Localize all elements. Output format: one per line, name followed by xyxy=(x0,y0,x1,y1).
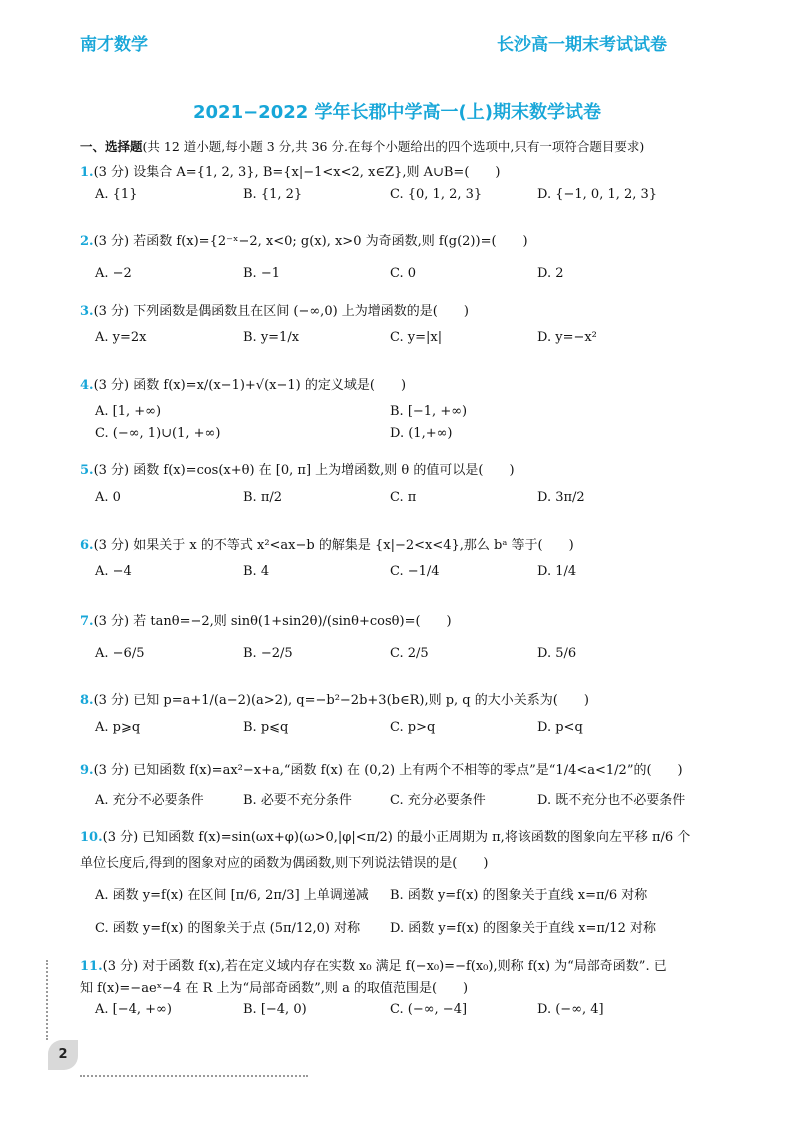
question-stem: (3 分) 若 tanθ=−2,则 sinθ(1+sin2θ)/(sinθ+cosθ)=( ) xyxy=(93,614,452,629)
option-d: D. 既不充分也不必要条件 xyxy=(537,793,686,808)
option-b: B. 必要不充分条件 xyxy=(243,793,352,808)
option-d: D. (1,+∞) xyxy=(390,426,453,441)
option-c: C. 充分必要条件 xyxy=(390,793,486,808)
option-c: C. 0 xyxy=(390,266,417,281)
question-number: 6. xyxy=(80,538,94,553)
option-a: A. −4 xyxy=(95,564,132,579)
question-stem: (3 分) 函数 f(x)=cos(x+θ) 在 [0, π] 上为增函数,则 θ 的值可以是( ) xyxy=(93,463,515,478)
question-number: 4. xyxy=(80,378,94,393)
option-c: C. 函数 y=f(x) 的图象关于点 (5π/12,0) 对称 xyxy=(95,921,361,936)
footer-dotted-line xyxy=(80,1075,308,1077)
option-b: B. [−4, 0) xyxy=(243,1002,307,1017)
question-stem: (3 分) 对于函数 f(x),若在定义域内存在实数 x₀ 满足 f(−x₀)=−f(x₀),则称 f(x) 为“局部奇函数”. 已 xyxy=(102,959,667,974)
header-left: 南才数学 xyxy=(80,35,148,55)
question-stem: (3 分) 如果关于 x 的不等式 x²<ax−b 的解集是 {x|−2<x<4},那么 bᵃ 等于( ) xyxy=(93,538,574,553)
option-c: C. (−∞, 1)∪(1, +∞) xyxy=(95,426,221,441)
question-number: 10. xyxy=(80,830,103,845)
option-b: B. −2/5 xyxy=(243,646,293,661)
option-c: C. −1/4 xyxy=(390,564,440,579)
question-11 xyxy=(80,955,667,974)
question-stem: (3 分) 函数 f(x)=x/(x−1)+√(x−1) 的定义域是( ) xyxy=(93,378,407,393)
option-c: C. p>q xyxy=(390,720,436,735)
question-number: 11. xyxy=(80,959,103,974)
question-4 xyxy=(80,374,406,393)
question-number: 7. xyxy=(80,614,94,629)
option-b: B. −1 xyxy=(243,266,280,281)
option-d: D. y=−x² xyxy=(537,330,597,345)
option-a: A. p⩾q xyxy=(95,720,141,735)
question-number: 2. xyxy=(80,234,94,249)
margin-dotted-line xyxy=(46,960,48,1040)
section-desc: (共 12 道小题,每小题 3 分,共 36 分.在每个小题给出的四个选项中,只有一项符合题目要求) xyxy=(142,139,645,154)
option-b: B. 函数 y=f(x) 的图象关于直线 x=π/6 对称 xyxy=(390,888,648,903)
option-d: D. 1/4 xyxy=(537,564,577,579)
option-d: D. 5/6 xyxy=(537,646,577,661)
option-b: B. p⩽q xyxy=(243,720,289,735)
section-label: 一、选择题 xyxy=(80,139,143,154)
page-title: 2021−2022 学年长郡中学高一(上)期末数学试卷 xyxy=(193,102,601,123)
option-c: C. (−∞, −4] xyxy=(390,1002,468,1017)
question-1 xyxy=(80,161,500,180)
header-right: 长沙高一期末考试试卷 xyxy=(497,35,667,55)
option-b: B. π/2 xyxy=(243,490,283,505)
option-b: B. [−1, +∞) xyxy=(390,404,468,419)
option-b: B. {1, 2} xyxy=(243,187,303,202)
question-8 xyxy=(80,689,589,708)
question-stem: (3 分) 若函数 f(x)={2⁻ˣ−2, x<0; g(x), x>0 为奇函数,则 f(g(2))=( ) xyxy=(93,234,528,249)
option-a: A. −2 xyxy=(95,266,132,281)
option-a: A. 函数 y=f(x) 在区间 [π/6, 2π/3] 上单调递减 xyxy=(95,888,369,903)
question-number: 1. xyxy=(80,165,94,180)
option-a: A. −6/5 xyxy=(95,646,145,661)
question-stem: (3 分) 已知函数 f(x)=sin(ωx+φ)(ω>0,|φ|<π/2) 的最小正周期为 π,将该函数的图象向左平移 π/6 个 xyxy=(102,830,691,845)
option-b: B. 4 xyxy=(243,564,270,579)
option-a: A. [−4, +∞) xyxy=(95,1002,172,1017)
option-c: C. 2/5 xyxy=(390,646,429,661)
question-5 xyxy=(80,459,515,478)
question-6 xyxy=(80,534,574,553)
question-11-line2: 知 f(x)=−aeˣ−4 在 R 上为“局部奇函数”,则 a 的取值范围是( ) xyxy=(80,981,469,996)
question-number: 9. xyxy=(80,763,94,778)
question-7 xyxy=(80,610,452,629)
question-stem: (3 分) 已知函数 f(x)=ax²−x+a,“函数 f(x) 在 (0,2) 上有两个不相等的零点”是“1/4<a<1/2”的( ) xyxy=(93,763,683,778)
option-a: A. [1, +∞) xyxy=(95,404,162,419)
question-number: 8. xyxy=(80,693,94,708)
option-d: D. (−∞, 4] xyxy=(537,1002,604,1017)
option-c: C. y=|x| xyxy=(390,330,443,345)
option-a: A. {1} xyxy=(95,187,138,202)
question-10-line2: 单位长度后,得到的图象对应的函数为偶函数,则下列说法错误的是( ) xyxy=(80,856,489,871)
option-b: B. y=1/x xyxy=(243,330,300,345)
page-number: 2 xyxy=(48,1040,78,1070)
option-d: D. 函数 y=f(x) 的图象关于直线 x=π/12 对称 xyxy=(390,921,656,936)
question-number: 5. xyxy=(80,463,94,478)
option-c: C. π xyxy=(390,490,417,505)
option-d: D. {−1, 0, 1, 2, 3} xyxy=(537,187,658,202)
question-10 xyxy=(80,826,690,845)
question-number: 3. xyxy=(80,304,94,319)
option-a: A. 充分不必要条件 xyxy=(95,793,204,808)
option-d: D. p<q xyxy=(537,720,583,735)
option-d: D. 3π/2 xyxy=(537,490,585,505)
question-9 xyxy=(80,759,683,778)
question-stem: (3 分) 下列函数是偶函数且在区间 (−∞,0) 上为增函数的是( ) xyxy=(93,304,469,319)
question-2 xyxy=(80,230,528,249)
question-stem: (3 分) 设集合 A={1, 2, 3}, B={x|−1<x<2, x∈Z},则 A∪B=( ) xyxy=(93,165,501,180)
question-3 xyxy=(80,300,469,319)
option-d: D. 2 xyxy=(537,266,564,281)
section-heading xyxy=(80,137,644,155)
option-a: A. y=2x xyxy=(95,330,147,345)
option-a: A. 0 xyxy=(95,490,121,505)
question-stem: (3 分) 已知 p=a+1/(a−2)(a>2), q=−b²−2b+3(b∈R),则 p, q 的大小关系为( ) xyxy=(93,693,589,708)
option-c: C. {0, 1, 2, 3} xyxy=(390,187,483,202)
